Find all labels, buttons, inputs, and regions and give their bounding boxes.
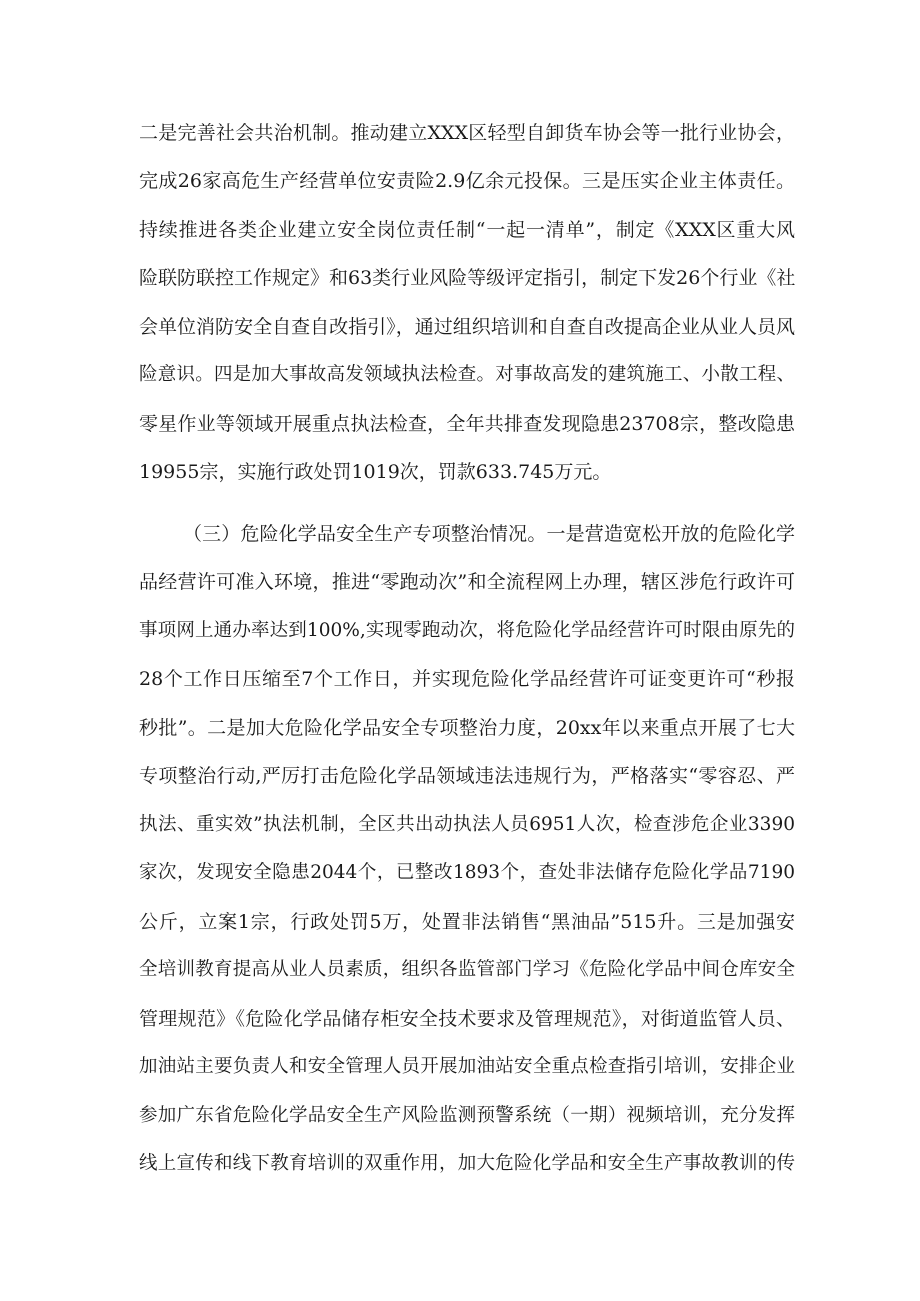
text-line: 持续推进各类企业建立安全岗位责任制“一起一清单”，制定《XXX区重大风 [139,219,795,241]
text-line: 品经营许可准入环境，推进“零跑动次”和全流程网上办理，辖区涉危行政许可 [139,571,795,593]
text-line: 管理规范》《危险化学品储存柜安全技术要求及管理规范》，对街道监管人员、 [139,1008,795,1030]
text-line: 秒批”。二是加大危险化学品安全专项整治力度，20xx年以来重点开展了七大 [139,717,795,739]
text-line: 险意识。四是加大事故高发领域执法检查。对事故高发的建筑施工、小散工程、 [139,364,795,385]
text-line: 家次，发现安全隐患2044个，已整改1893个，查处非法储存危险化学品7190 [139,862,795,883]
text-line: 执法、重实效”执法机制，全区共出动执法人员6951人次，检查涉危企业3390 [139,814,795,835]
text-line: （三）危险化学品安全生产专项整治情况。一是营造宽松开放的危险化学 [183,523,795,545]
text-line: 加油站主要负责人和安全管理人员开展加油站安全重点检查指引培训，安排企业 [139,1056,795,1077]
text-line: 19955宗，实施行政处罚1019次，罚款633.745万元。 [139,461,612,483]
text-line: 28个工作日压缩至7个工作日，并实现危险化学品经营许可证变更许可“秒报 [139,668,795,690]
text-line: 零星作业等领域开展重点执法检查，全年共排查发现隐患23708宗，整改隐患 [139,413,795,435]
text-line: 会单位消防安全自查自改指引》，通过组织培训和自查自改提高企业从业人员风 [139,316,795,338]
text-line: 险联防联控工作规定》和63类行业风险等级评定指引，制定下发26个行业《社 [139,267,795,289]
text-line: 事项网上通办率达到100%,实现零跑动次，将危险化学品经营许可时限由原先的 [139,620,795,641]
text-line: 参加广东省危险化学品安全生产风险监测预警系统（一期）视频培训，充分发挥 [139,1105,795,1126]
text-line: 二是完善社会共治机制。推动建立XXX区轻型自卸货车协会等一批行业协会， [139,122,795,144]
text-line: 全培训教育提高从业人员素质，组织各监管部门学习《危险化学品中间仓库安全 [139,959,795,980]
text-line: 线上宣传和线下教育培训的双重作用，加大危险化学品和安全生产事故教训的传 [139,1153,795,1174]
text-line: 专项整治行动,严厉打击危险化学品领域违法违规行为，严格落实“零容忍、严 [139,765,795,787]
text-line: 完成26家高危生产经营单位安责险2.9亿余元投保。三是压实企业主体责任。 [139,170,795,192]
text-line: 公斤，立案1宗，行政处罚5万，处置非法销售“黑油品”515升。三是加强安 [139,911,795,933]
